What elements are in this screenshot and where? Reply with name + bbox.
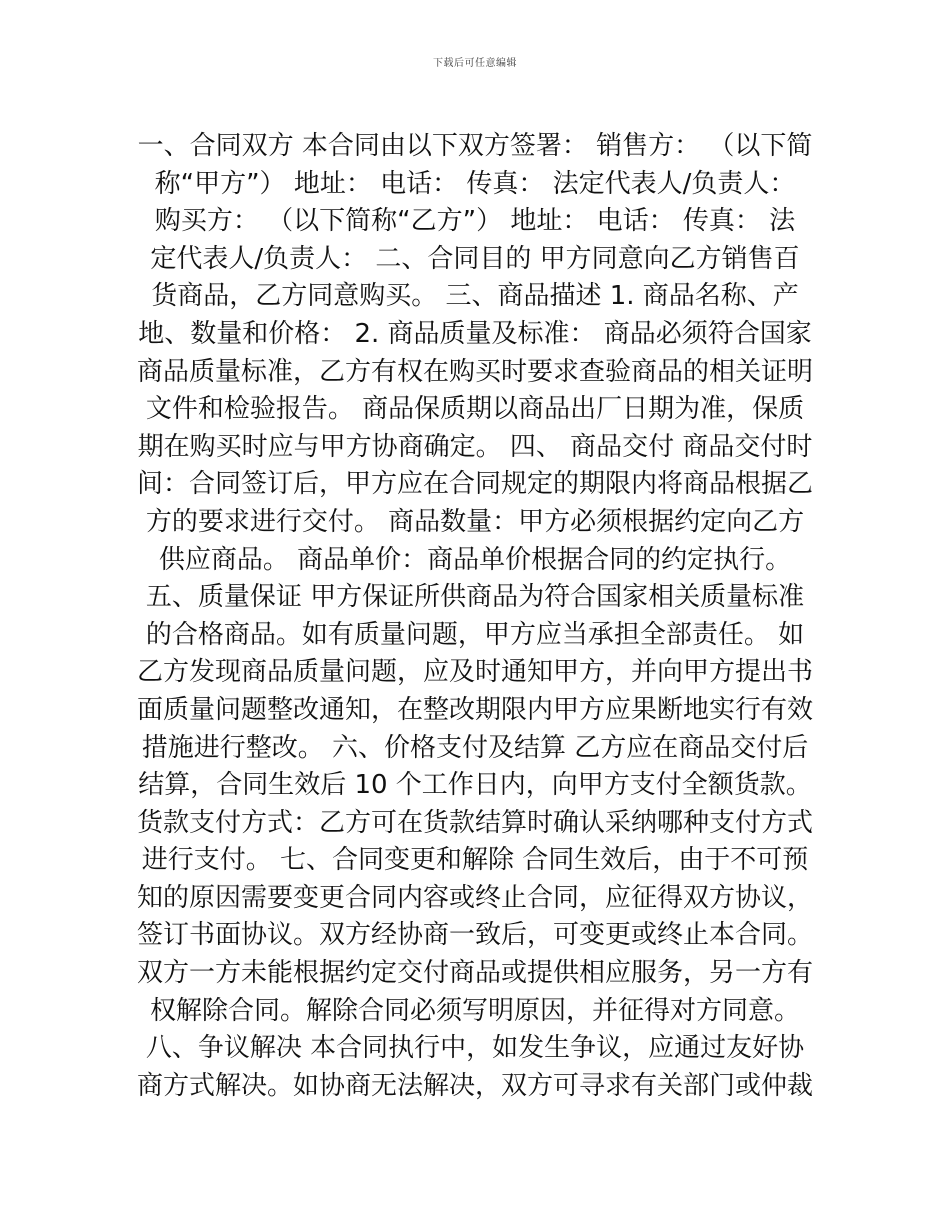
body-line: 乙方发现商品质量问题，应及时通知甲方，并向甲方提出书 xyxy=(136,657,813,688)
header-note: 下载后可任意编辑 xyxy=(433,58,517,69)
body-line: 货款支付方式：乙方可在货款结算时确认采纳哪种支付方式 xyxy=(136,807,813,838)
body-line: 商方式解决。如协商无法解决，双方可寻求有关部门或仲裁 xyxy=(136,1070,813,1101)
body-line: 权解除合同。解除合同必须写明原因，并征得对方同意。 xyxy=(149,995,800,1026)
body-line: 八、争议解决 本合同执行中，如发生争议，应通过友好协 xyxy=(145,1033,805,1064)
body-line: 货商品，乙方同意购买。 三、商品描述 1. 商品名称、产 xyxy=(151,281,799,312)
body-line: 定代表人/负责人： 二、合同目的 甲方同意向乙方销售百 xyxy=(150,243,800,274)
body-line: 的合格商品。如有质量问题，甲方应当承担全部责任。 如 xyxy=(145,619,805,650)
body-line: 双方一方未能根据约定交付商品或提供相应服务，另一方有 xyxy=(136,958,813,989)
body-line: 购买方： （以下简称“乙方”） 地址： 电话： 传真： 法 xyxy=(154,206,796,237)
contract-body xyxy=(108,128,842,1105)
body-line: 一、合同双方 本合同由以下双方签署： 销售方： （以下简 xyxy=(137,131,813,161)
body-line: 地、数量和价格： 2. 商品质量及标准： 商品必须符合国家 xyxy=(138,318,812,349)
body-line: 商品质量标准，乙方有权在购买时要求查验商品的相关证明 xyxy=(136,356,813,387)
body-line: 结算，合同生效后 10 个工作日内，向甲方支付全额货款。 xyxy=(138,770,812,801)
body-line: 知的原因需要变更合同内容或终止合同，应征得双方协议， xyxy=(136,882,813,913)
body-line: 间：合同签订后，甲方应在合同规定的期限内将商品根据乙 xyxy=(136,469,813,500)
body-line: 期在购买时应与甲方协商确定。 四、 商品交付 商品交付时 xyxy=(137,431,813,462)
body-line: 文件和检验报告。 商品保质期以商品出厂日期为准，保质 xyxy=(145,394,805,425)
body-line: 签订书面协议。双方经协商一致后，可变更或终止本合同。 xyxy=(136,920,813,951)
body-line: 面质量问题整改通知，在整改期限内甲方应果断地实行有效 xyxy=(136,694,813,725)
body-line: 措施进行整改。 六、价格支付及结算 乙方应在商品交付后 xyxy=(141,732,809,763)
body-line: 方的要求进行交付。 商品数量：甲方必须根据约定向乙方 xyxy=(145,506,805,537)
body-line: 五、质量保证 甲方保证所供商品为符合国家相关质量标准 xyxy=(145,582,805,613)
body-line: 称“甲方”） 地址： 电话： 传真： 法定代表人/负责人： xyxy=(154,168,796,199)
body-line: 供应商品。 商品单价：商品单价根据合同的约定执行。 xyxy=(158,544,792,575)
body-line: 进行支付。 七、合同变更和解除 合同生效后，由于不可预 xyxy=(141,845,809,876)
